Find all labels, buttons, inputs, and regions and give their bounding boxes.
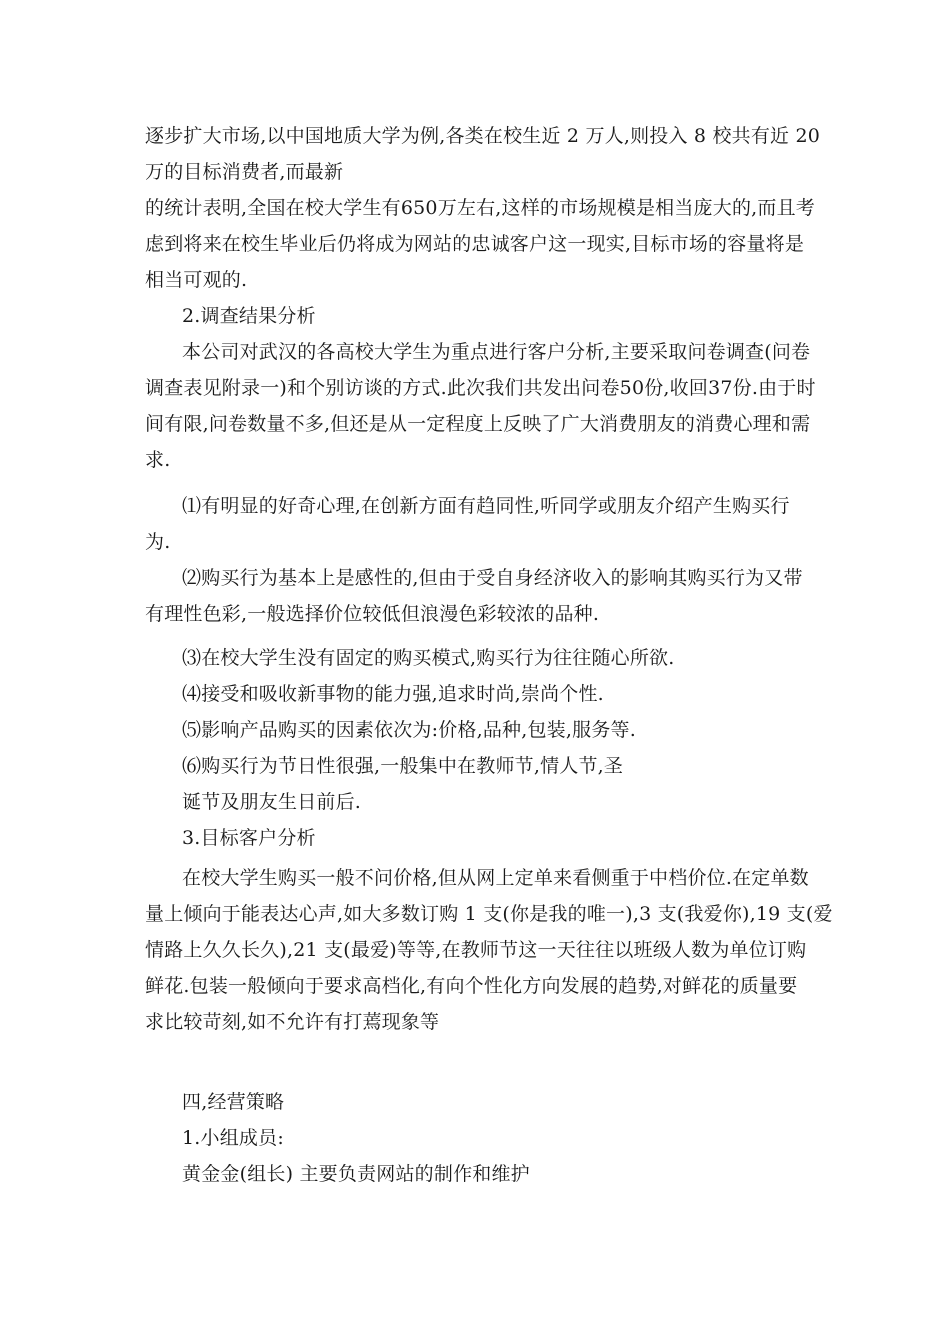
- section-heading: 2.调查结果分析: [182, 305, 316, 327]
- section-heading: 3.目标客户分析: [182, 827, 316, 849]
- paragraph-line: 的统计表明,全国在校大学生有650万左右,这样的市场规模是相当庞大的,而且考: [145, 197, 815, 219]
- paragraph-line: 本公司对武汉的各高校大学生为重点进行客户分析,主要采取问卷调查(问卷: [182, 341, 811, 363]
- list-item: ⑴有明显的好奇心理,在创新方面有趋同性,听同学或朋友介绍产生购买行: [182, 495, 790, 517]
- paragraph-line: 在校大学生购买一般不问价格,但从网上定单来看侧重于中档价位.在定单数: [182, 867, 809, 889]
- paragraph-line: 求.: [145, 449, 171, 471]
- list-item: ⑵购买行为基本上是感性的,但由于受自身经济收入的影响其购买行为又带: [182, 567, 803, 589]
- paragraph-line: 情路上久久长久),21 支(最爱)等等,在教师节这一天往往以班级人数为单位订购: [145, 939, 807, 961]
- paragraph-line: 调查表见附录一)和个别访谈的方式.此次我们共发出问卷50份,收回37份.由于时: [145, 377, 816, 399]
- section-heading: 四,经营策略: [182, 1091, 285, 1113]
- paragraph-line: 间有限,问卷数量不多,但还是从一定程度上反映了广大消费朋友的消费心理和需: [145, 413, 811, 435]
- list-item: ⑸影响产品购买的因素依次为:价格,品种,包装,服务等.: [182, 719, 636, 741]
- paragraph-line: 鲜花.包装一般倾向于要求高档化,有向个性化方向发展的趋势,对鲜花的质量要: [145, 975, 798, 997]
- paragraph-line: 为.: [145, 531, 171, 553]
- paragraph-line: 量上倾向于能表达心声,如大多数订购 1 支(你是我的唯一),3 支(我爱你),19 支(爱: [145, 903, 833, 925]
- list-item: ⑹购买行为节日性很强,一般集中在教师节,情人节,圣: [182, 755, 624, 777]
- paragraph-line: 虑到将来在校生毕业后仍将成为网站的忠诚客户这一现实,目标市场的容量将是: [145, 233, 805, 255]
- paragraph-line: 求比较苛刻,如不允许有打蔫现象等: [145, 1011, 440, 1033]
- paragraph-line: 诞节及朋友生日前后.: [182, 791, 362, 813]
- paragraph-line: 有理性色彩,一般选择价位较低但浪漫色彩较浓的品种.: [145, 603, 600, 625]
- paragraph-line: 万的目标消费者,而最新: [145, 161, 344, 183]
- paragraph-line: 逐步扩大市场,以中国地质大学为例,各类在校生近 2 万人,则投入 8 校共有近 20: [145, 125, 821, 147]
- list-item: ⑷接受和吸收新事物的能力强,追求时尚,崇尚个性.: [182, 683, 604, 705]
- paragraph-line: 相当可观的.: [145, 269, 248, 291]
- paragraph-line: 黄金金(组长) 主要负责网站的制作和维护: [182, 1163, 530, 1185]
- list-item: ⑶在校大学生没有固定的购买模式,购买行为往往随心所欲.: [182, 647, 675, 669]
- section-heading: 1.小组成员:: [182, 1127, 284, 1149]
